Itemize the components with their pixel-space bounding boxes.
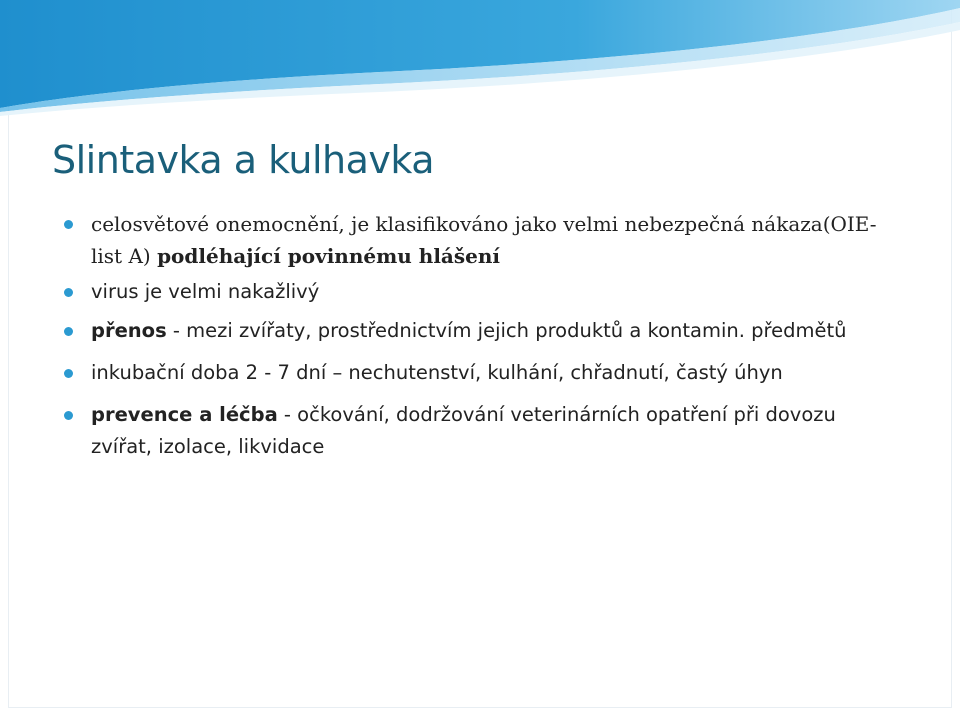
bullet-text: celosvětové onemocnění, je klasifikováno jako velmi nebezpečná nákaza(OIE-list A) (91, 212, 877, 268)
header-wave-decoration (0, 0, 960, 120)
bullet-dot-icon (64, 411, 73, 420)
bullet-emphasis: podléhající povinnému hlášení (157, 244, 501, 268)
bullet-dot-icon (64, 327, 73, 336)
slide-title: Slintavka a kulhavka (52, 138, 435, 182)
bullet-transmission (64, 315, 884, 347)
bullet-dot-icon (64, 220, 73, 229)
bullet-text: virus je velmi nakažlivý (91, 280, 320, 303)
bullet-text: - mezi zvířaty, prostřednictvím jejich produktů a kontamin. předmětů (166, 319, 847, 342)
bullet-classification (64, 208, 884, 272)
bullet-text: inkubační doba 2 - 7 dní – nechutenství, kulhání, chřadnutí, častý úhyn (91, 361, 783, 384)
bullet-dot-icon (64, 369, 73, 378)
bullet-dot-icon (64, 288, 73, 297)
bullet-prevention (64, 399, 884, 463)
bullet-text: - očkování, dodržování veterinárních opatření při dovozu zvířat, izolace, likvidace (91, 403, 836, 458)
bullet-emphasis: přenos (91, 319, 167, 342)
bullet-emphasis: prevence a léčba (91, 403, 278, 426)
bullet-virus (64, 276, 884, 308)
bullet-list (64, 208, 884, 463)
bullet-incubation (64, 357, 884, 389)
